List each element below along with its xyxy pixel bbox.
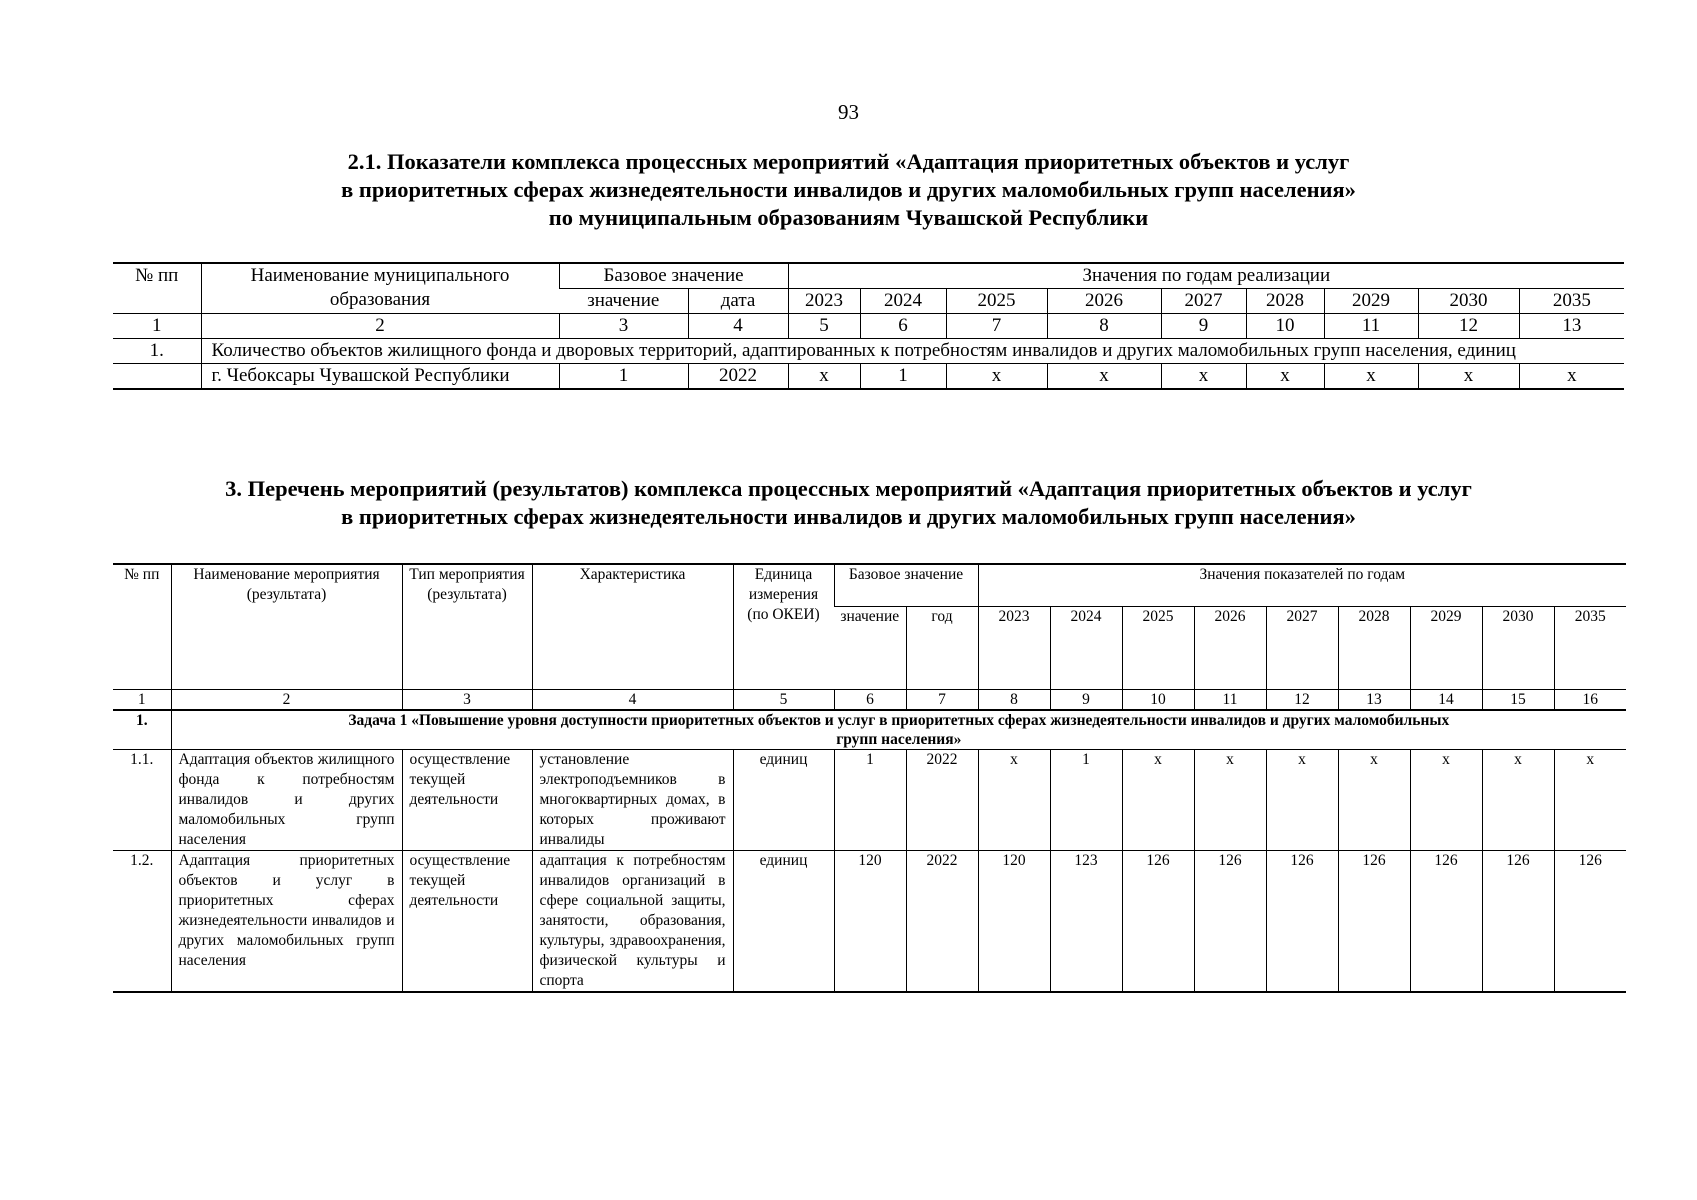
section-2-1-heading: [0, 148, 1697, 232]
year-value: х: [1338, 749, 1410, 850]
row-num: 1.1.: [113, 749, 171, 850]
col-number: 8: [978, 689, 1050, 710]
col-number: 13: [1338, 689, 1410, 710]
header-year: 2030: [1482, 606, 1554, 689]
header-year: 2028: [1246, 289, 1324, 314]
header-years: Значения по годам реализации: [788, 263, 1624, 289]
section-num: 1.: [113, 339, 201, 364]
base-date: 2022: [688, 364, 788, 390]
header-activity-name: Наименование мероприятия (результата): [171, 564, 402, 689]
year-value: х: [1519, 364, 1624, 390]
col-number: 8: [1047, 314, 1161, 339]
year-value: х: [1482, 749, 1554, 850]
activity-characteristic: адаптация к потребностям инвалидов организаций в сфере социальной защиты, занятости, образования, культуры, здравоохранения, физической культуры и спорта: [532, 850, 733, 992]
year-value: х: [1266, 749, 1338, 850]
col-number: 6: [834, 689, 906, 710]
col-number: 9: [1050, 689, 1122, 710]
col-number: 5: [733, 689, 834, 710]
col-number: 3: [559, 314, 688, 339]
header-year: 2028: [1338, 606, 1410, 689]
table-row: [113, 850, 1626, 992]
header-base-year: год: [906, 606, 978, 689]
year-value: х: [1161, 364, 1246, 390]
col-number: 13: [1519, 314, 1624, 339]
col-number: 2: [171, 689, 402, 710]
col-number: 4: [688, 314, 788, 339]
table-row: [113, 749, 1626, 850]
header-base-date: дата: [688, 289, 788, 314]
row-num: [113, 364, 201, 390]
col-number: 10: [1246, 314, 1324, 339]
header-year: 2023: [978, 606, 1050, 689]
table-row: [113, 364, 1624, 390]
column-number-row: [113, 689, 1626, 710]
year-value: х: [1246, 364, 1324, 390]
task-num: 1.: [113, 710, 171, 750]
year-value: х: [946, 364, 1047, 390]
activity-name: Адаптация приоритетных объектов и услуг в приоритетных сферах жизнедеятельности инвалидов и других маломобильных групп населения: [171, 850, 402, 992]
year-value: 126: [1266, 850, 1338, 992]
col-number: 4: [532, 689, 733, 710]
indicators-table: [113, 262, 1624, 390]
col-number: 3: [402, 689, 532, 710]
col-number: 7: [946, 314, 1047, 339]
task-row: [113, 710, 1626, 750]
base-value: 1: [834, 749, 906, 850]
year-value: х: [788, 364, 860, 390]
header-year: 2030: [1418, 289, 1519, 314]
year-value: 126: [1482, 850, 1554, 992]
header-municipality: Наименование муниципального образования: [201, 263, 559, 314]
activity-type: осуществление текущей деятельности: [402, 850, 532, 992]
year-value: х: [1194, 749, 1266, 850]
col-number: 10: [1122, 689, 1194, 710]
heading-line: в приоритетных сферах жизнедеятельности инвалидов и других маломобильных групп населения»: [341, 504, 1356, 529]
header-years: Значения показателей по годам: [978, 564, 1626, 606]
col-number: 7: [906, 689, 978, 710]
activities-table: [113, 563, 1626, 993]
col-number: 15: [1482, 689, 1554, 710]
year-value: х: [1554, 749, 1626, 850]
col-number: 2: [201, 314, 559, 339]
activity-type: осуществление текущей деятельности: [402, 749, 532, 850]
header-year: 2025: [946, 289, 1047, 314]
section-title: Количество объектов жилищного фонда и дворовых территорий, адаптированных к потребностям инвалидов и других маломобильных групп населения, единиц: [201, 339, 1624, 364]
year-value: 126: [1554, 850, 1626, 992]
header-year: 2035: [1519, 289, 1624, 314]
heading-line: 3. Перечень мероприятий (результатов) комплекса процессных мероприятий «Адаптация приоритетных объектов и услуг: [225, 476, 1472, 501]
header-year: 2029: [1324, 289, 1418, 314]
year-value: х: [1122, 749, 1194, 850]
header-year: 2027: [1161, 289, 1246, 314]
header-year: 2024: [860, 289, 946, 314]
base-value: 1: [559, 364, 688, 390]
task-title: Задача 1 «Повышение уровня доступности приоритетных объектов и услуг в приоритетных сферах жизнедеятельности инвалидов и других маломобильных групп населения»: [171, 710, 1626, 750]
year-value: 126: [1338, 850, 1410, 992]
base-value: 120: [834, 850, 906, 992]
header-num: № пп: [113, 564, 171, 689]
header-year: 2024: [1050, 606, 1122, 689]
col-number: 1: [113, 689, 171, 710]
year-value: 126: [1194, 850, 1266, 992]
heading-line: 2.1. Показатели комплекса процессных мероприятий «Адаптация приоритетных объектов и услуг: [347, 149, 1350, 174]
header-year: 2026: [1194, 606, 1266, 689]
header-year: 2025: [1122, 606, 1194, 689]
header-unit: Единица измерения (по ОКЕИ): [733, 564, 834, 689]
year-value: 126: [1122, 850, 1194, 992]
header-year: 2029: [1410, 606, 1482, 689]
header-year: 2027: [1266, 606, 1338, 689]
header-year: 2035: [1554, 606, 1626, 689]
col-number: 11: [1324, 314, 1418, 339]
year-value: х: [978, 749, 1050, 850]
unit: единиц: [733, 850, 834, 992]
header-base-value: значение: [559, 289, 688, 314]
col-number: 12: [1266, 689, 1338, 710]
col-number: 5: [788, 314, 860, 339]
col-number: 16: [1554, 689, 1626, 710]
col-number: 12: [1418, 314, 1519, 339]
base-year: 2022: [906, 850, 978, 992]
section-row: [113, 339, 1624, 364]
col-number: 14: [1410, 689, 1482, 710]
year-value: 1: [860, 364, 946, 390]
col-number: 6: [860, 314, 946, 339]
header-year: 2026: [1047, 289, 1161, 314]
col-number: 1: [113, 314, 201, 339]
header-base: Базовое значение: [559, 263, 788, 289]
column-number-row: [113, 314, 1624, 339]
section-3-heading: [0, 475, 1697, 531]
row-num: 1.2.: [113, 850, 171, 992]
col-number: 9: [1161, 314, 1246, 339]
header-year: 2023: [788, 289, 860, 314]
year-value: х: [1410, 749, 1482, 850]
col-number: 11: [1194, 689, 1266, 710]
header-num: № пп: [113, 263, 201, 314]
header-base: Базовое значение: [834, 564, 978, 606]
year-value: 123: [1050, 850, 1122, 992]
header-characteristic: Характеристика: [532, 564, 733, 689]
activity-name: Адаптация объектов жилищного фонда к потребностям инвалидов и других маломобильных групп населения: [171, 749, 402, 850]
year-value: х: [1047, 364, 1161, 390]
heading-line: в приоритетных сферах жизнедеятельности инвалидов и других маломобильных групп населения»: [341, 177, 1356, 202]
activity-characteristic: установление электроподъемников в многоквартирных домах, в которых проживают инвалиды: [532, 749, 733, 850]
municipality-name: г. Чебоксары Чувашской Республики: [201, 364, 559, 390]
year-value: 120: [978, 850, 1050, 992]
year-value: 1: [1050, 749, 1122, 850]
year-value: х: [1324, 364, 1418, 390]
base-year: 2022: [906, 749, 978, 850]
heading-line: по муниципальным образованиям Чувашской Республики: [548, 205, 1149, 230]
header-activity-type: Тип мероприятия (результата): [402, 564, 532, 689]
header-base-value: значение: [834, 606, 906, 689]
year-value: х: [1418, 364, 1519, 390]
year-value: 126: [1410, 850, 1482, 992]
unit: единиц: [733, 749, 834, 850]
page-number: 93: [838, 100, 859, 124]
